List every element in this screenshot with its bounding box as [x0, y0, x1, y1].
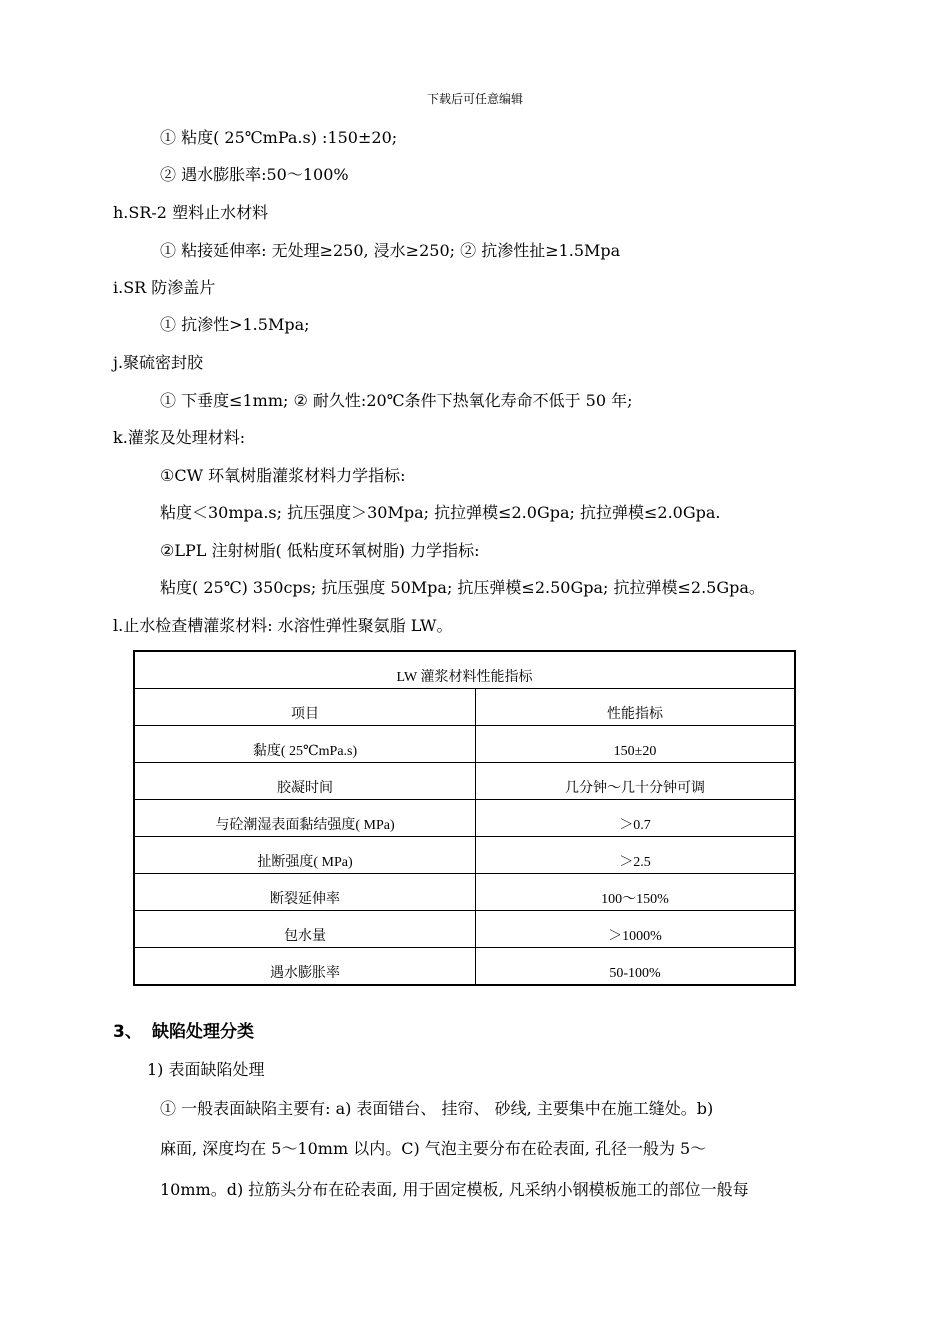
table-row [134, 763, 795, 800]
table-row [134, 874, 795, 911]
section-title: 缺陷处理分类 [152, 1022, 254, 1042]
spec-heading-j: j.聚硫密封胶 [113, 353, 204, 372]
column-header-spec: 性能指标 [476, 689, 796, 726]
table-cell-value: ＞0.7 [476, 800, 796, 837]
table-row [134, 726, 795, 763]
paragraph-line-3: 10mm。d) 拉筋头分布在砼表面, 用于固定模板, 凡采纳小钢模板施工的部位一般每 [160, 1180, 749, 1199]
table-cell-value: 150±20 [476, 726, 796, 763]
spec-line-g1: ① 粘度( 25℃mPa.s) :150±20; [160, 128, 398, 147]
spec-line-j1: ① 下垂度≤1mm; ② 耐久性:20℃条件下热氧化寿命不低于 50 年; [160, 391, 633, 410]
column-header-item: 项目 [134, 689, 476, 726]
table-cell-item: 与砼潮湿表面黏结强度( MPa) [134, 800, 476, 837]
spec-line-g2: ② 遇水膨胀率:50～100% [160, 165, 349, 184]
table-cell-item: 包水量 [134, 911, 476, 948]
table-cell-value: ＞2.5 [476, 837, 796, 874]
paragraph-line-2: 麻面, 深度均在 5～10mm 以内。C) 气泡主要分布在砼表面, 孔径一般为 5～ [160, 1139, 707, 1158]
table-cell-value: 几分钟～几十分钟可调 [476, 763, 796, 800]
spec-line-k3: ②LPL 注射树脂( 低粘度环氧树脂) 力学指标: [160, 541, 480, 560]
table-header-row [134, 689, 795, 726]
spec-line-k2: 粘度＜30mpa.s; 抗压强度＞30Mpa; 抗拉弹模≤2.0Gpa; 抗拉弹模≤2.0Gpa. [160, 503, 721, 522]
table-row [134, 800, 795, 837]
table-cell-value: ＞1000% [476, 911, 796, 948]
spec-heading-l: l.止水检查槽灌浆材料: 水溶性弹性聚氨脂 LW。 [113, 616, 453, 635]
subsection-title: 1) 表面缺陷处理 [147, 1060, 265, 1079]
lw-properties-table [133, 650, 796, 986]
spec-heading-h: h.SR-2 塑料止水材料 [113, 203, 269, 222]
paragraph-line-1: ① 一般表面缺陷主要有: a) 表面错台、 挂帘、 砂线, 主要集中在施工缝处。b) [160, 1099, 714, 1118]
spec-heading-i: i.SR 防渗盖片 [113, 278, 216, 297]
table-cell-item: 扯断强度( MPa) [134, 837, 476, 874]
table-cell-item: 遇水膨胀率 [134, 948, 476, 986]
table-row [134, 837, 795, 874]
section-number: 3、 [113, 1022, 142, 1042]
table-cell-item: 断裂延伸率 [134, 874, 476, 911]
table-cell-item: 黏度( 25℃mPa.s) [134, 726, 476, 763]
spec-line-k1: ①CW 环氧树脂灌浆材料力学指标: [160, 466, 406, 485]
spec-line-i1: ① 抗渗性>1.5Mpa; [160, 315, 310, 334]
page-header-note: 下载后可任意编辑 [426, 92, 523, 106]
table-caption: LW 灌浆材料性能指标 [134, 651, 795, 689]
table-caption-row [134, 651, 795, 689]
spec-heading-k: k.灌浆及处理材料: [113, 428, 246, 447]
table-row [134, 948, 795, 986]
spec-line-k4: 粘度( 25℃) 350cps; 抗压强度 50Mpa; 抗压弹模≤2.50Gpa; 抗拉弹模≤2.5Gpa。 [160, 578, 765, 597]
table-row [134, 911, 795, 948]
table-cell-value: 50-100% [476, 948, 796, 986]
table-cell-value: 100～150% [476, 874, 796, 911]
table-cell-item: 胶凝时间 [134, 763, 476, 800]
spec-line-h1: ① 粘接延伸率: 无处理≥250, 浸水≥250; ② 抗渗性扯≥1.5Mpa [160, 241, 621, 260]
